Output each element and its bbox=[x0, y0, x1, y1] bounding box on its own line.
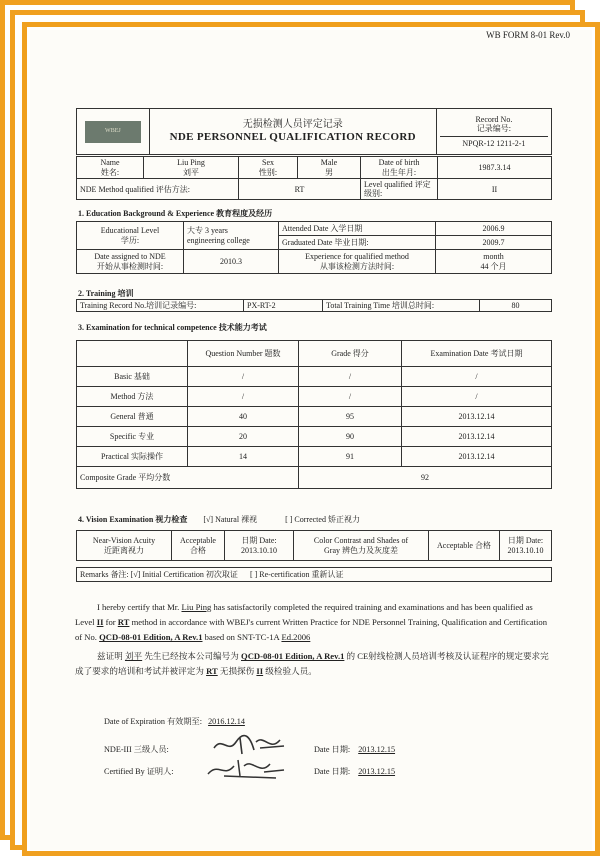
level-value: II bbox=[438, 179, 552, 200]
exam-row-questions: / bbox=[188, 367, 299, 387]
record-no-value: NPQR-12 1211-2-1 bbox=[440, 136, 548, 148]
certified-method: RT bbox=[117, 617, 130, 627]
remarks-label: Remarks 备注: bbox=[80, 569, 129, 579]
certified-by-label: Certified By 证明人: bbox=[104, 767, 174, 776]
exam-section-title: 3. Examination for technical competence 技术能力考试 bbox=[78, 323, 267, 332]
procedure-number: QCD-08-01 Edition, A Rev.1 bbox=[99, 632, 203, 642]
exam-row-label: Specific 专业 bbox=[77, 427, 188, 447]
certified-person-name: Liu Ping bbox=[181, 602, 212, 612]
sex-label: Sex 性别: bbox=[239, 157, 298, 179]
certifier-signature bbox=[204, 754, 288, 780]
vision-corrected-checkbox: [ ] Corrected 矫正视力 bbox=[285, 515, 360, 524]
exam-row-questions: 14 bbox=[188, 447, 299, 467]
exam-row-date: 2013.12.14 bbox=[402, 447, 552, 467]
exam-header-date: Examination Date 考试日期 bbox=[402, 341, 552, 367]
name-value: Liu Ping 刘平 bbox=[144, 157, 239, 179]
method-label: NDE Method qualified 评估方法: bbox=[77, 179, 239, 200]
remarks-table bbox=[76, 567, 552, 582]
level3-date-label: Date 日期: bbox=[314, 745, 351, 754]
composite-grade-value: 92 bbox=[299, 467, 552, 489]
exam-row-questions: 40 bbox=[188, 407, 299, 427]
graduated-date-label: Graduated Date 毕业日期: bbox=[279, 236, 436, 250]
exam-row-grade: 95 bbox=[299, 407, 402, 427]
name-label: Name 姓名: bbox=[77, 157, 144, 179]
remarks-recert-checkbox: [ ] Re-certification 重新认证 bbox=[249, 569, 344, 579]
level-label: Level qualified 评定级别: bbox=[361, 179, 438, 200]
expiration-label: Date of Expiration 有效期至: bbox=[104, 717, 203, 726]
near-vision-value: Acceptable 合格 bbox=[172, 531, 225, 561]
color-contrast-date-value: 2013.10.10 bbox=[507, 545, 544, 555]
exam-header-questions: Question Number 题数 bbox=[188, 341, 299, 367]
exam-row-label: General 普通 bbox=[77, 407, 188, 427]
composite-grade-label: Composite Grade 平均分数 bbox=[77, 467, 299, 489]
attended-date-value: 2006.9 bbox=[436, 222, 552, 236]
certification-chinese: 兹证明 刘平 先生已经按本公司编号为 QCD-08-01 Edition, A Rev.1 的 CE射线检测人员培训考核及认证程序的规定要求完成了要求的培训和考试并被评定为 RT 无损探伤 II 级检验人员。 bbox=[75, 651, 549, 676]
experience-value: month 44 个月 bbox=[436, 250, 552, 274]
exam-header-blank bbox=[77, 341, 188, 367]
person-table bbox=[76, 156, 552, 200]
record-no-label: Record No. 记录编号: bbox=[475, 115, 513, 134]
level3-date-value: 2013.12.15 bbox=[358, 745, 396, 754]
title-english: NDE PERSONNEL QUALIFICATION RECORD bbox=[169, 130, 416, 143]
vision-natural-checkbox: [√] Natural 裸视 bbox=[203, 515, 258, 524]
exam-row-label: Basic 基础 bbox=[77, 367, 188, 387]
exam-row-questions: / bbox=[188, 387, 299, 407]
exam-row-date: / bbox=[402, 387, 552, 407]
certification-statement bbox=[75, 600, 553, 679]
vision-line bbox=[78, 514, 360, 525]
title-chinese: 无损检测人员评定记录 bbox=[242, 119, 343, 131]
near-vision-date-label: 日期 Date: bbox=[241, 536, 277, 546]
training-record-label: Training Record No.培训记录编号: bbox=[77, 300, 244, 312]
training-hours-value: 80 bbox=[480, 300, 552, 312]
certified-level: II bbox=[96, 617, 104, 627]
certifier-date bbox=[314, 766, 395, 777]
header-table bbox=[76, 108, 552, 155]
exam-row-questions: 20 bbox=[188, 427, 299, 447]
certifier-date-label: Date 日期: bbox=[314, 767, 351, 776]
sex-value: Male 男 bbox=[298, 157, 361, 179]
exam-row-label: Practical 实际操作 bbox=[77, 447, 188, 467]
training-section-title: 2. Training 培训 bbox=[78, 289, 134, 298]
exam-row-date: 2013.12.14 bbox=[402, 427, 552, 447]
form-number: WB FORM 8-01 Rev.0 bbox=[486, 30, 570, 40]
expiration-value: 2016.12.14 bbox=[208, 717, 245, 726]
vision-section-title: 4. Vision Examination 视力检查 bbox=[78, 515, 188, 524]
exam-row-grade: / bbox=[299, 367, 402, 387]
dob-value: 1987.3.14 bbox=[438, 157, 552, 179]
assigned-date-value: 2010.3 bbox=[184, 250, 279, 274]
exam-row-grade: 90 bbox=[299, 427, 402, 447]
attended-date-label: Attended Date 入学日期 bbox=[279, 222, 436, 236]
education-level-label: Educational Level 学历: bbox=[77, 222, 184, 250]
education-level-value: 大专 3 years engineering college bbox=[184, 222, 279, 250]
color-contrast-date-label: 日期 Date: bbox=[507, 536, 544, 546]
training-table bbox=[76, 299, 552, 312]
training-hours-label: Total Training Time 培训总时间: bbox=[323, 300, 480, 312]
level3-date bbox=[314, 744, 395, 755]
method-value: RT bbox=[239, 179, 361, 200]
training-record-value: PX-RT-2 bbox=[244, 300, 323, 312]
education-section-title: 1. Education Background & Experience 教育程度及经历 bbox=[78, 209, 273, 218]
remarks-initial-checkbox: [√] Initial Certification 初次取证 bbox=[130, 569, 238, 579]
assigned-date-label: Date assigned to NDE 开始从事检测时间: bbox=[77, 250, 184, 274]
graduated-date-value: 2009.7 bbox=[436, 236, 552, 250]
exam-row-date: / bbox=[402, 367, 552, 387]
certifier-date-value: 2013.12.15 bbox=[358, 767, 396, 776]
near-vision-label: Near-Vision Acuity 近距离视力 bbox=[77, 531, 172, 561]
color-contrast-label: Color Contrast and Shades of Gray 辨色力及灰度差 bbox=[294, 531, 429, 561]
exam-header-grade: Grade 得分 bbox=[299, 341, 402, 367]
exam-row-grade: 91 bbox=[299, 447, 402, 467]
education-table bbox=[76, 221, 552, 274]
experience-label: Experience for qualified method 从事该检测方法时间: bbox=[279, 250, 436, 274]
exam-table bbox=[76, 340, 552, 489]
color-contrast-value: Acceptable 合格 bbox=[429, 531, 500, 561]
near-vision-date-value: 2013.10.10 bbox=[241, 545, 277, 555]
level3-label: NDE-III 三级人员: bbox=[104, 745, 169, 754]
expiration-line bbox=[104, 716, 245, 727]
vision-table bbox=[76, 530, 552, 561]
certification-english: I hereby certify that Mr. Liu Ping has satisfactorily completed the required training and examinations and has been qualified as Level II for RT method in accordance with WBEJ's current Written Practice for NDE Personnel Training, Qualification and Certification of No. QCD-08-01 Edition, A Rev.1 based on SNT-TC-1A Ed.2006 bbox=[75, 602, 547, 642]
exam-row-date: 2013.12.14 bbox=[402, 407, 552, 427]
exam-row-grade: / bbox=[299, 387, 402, 407]
standard-edition: Ed.2006 bbox=[281, 632, 311, 642]
company-logo: WBEJ bbox=[77, 109, 150, 155]
exam-row-label: Method 方法 bbox=[77, 387, 188, 407]
dob-label: Date of birth 出生年月: bbox=[361, 157, 438, 179]
